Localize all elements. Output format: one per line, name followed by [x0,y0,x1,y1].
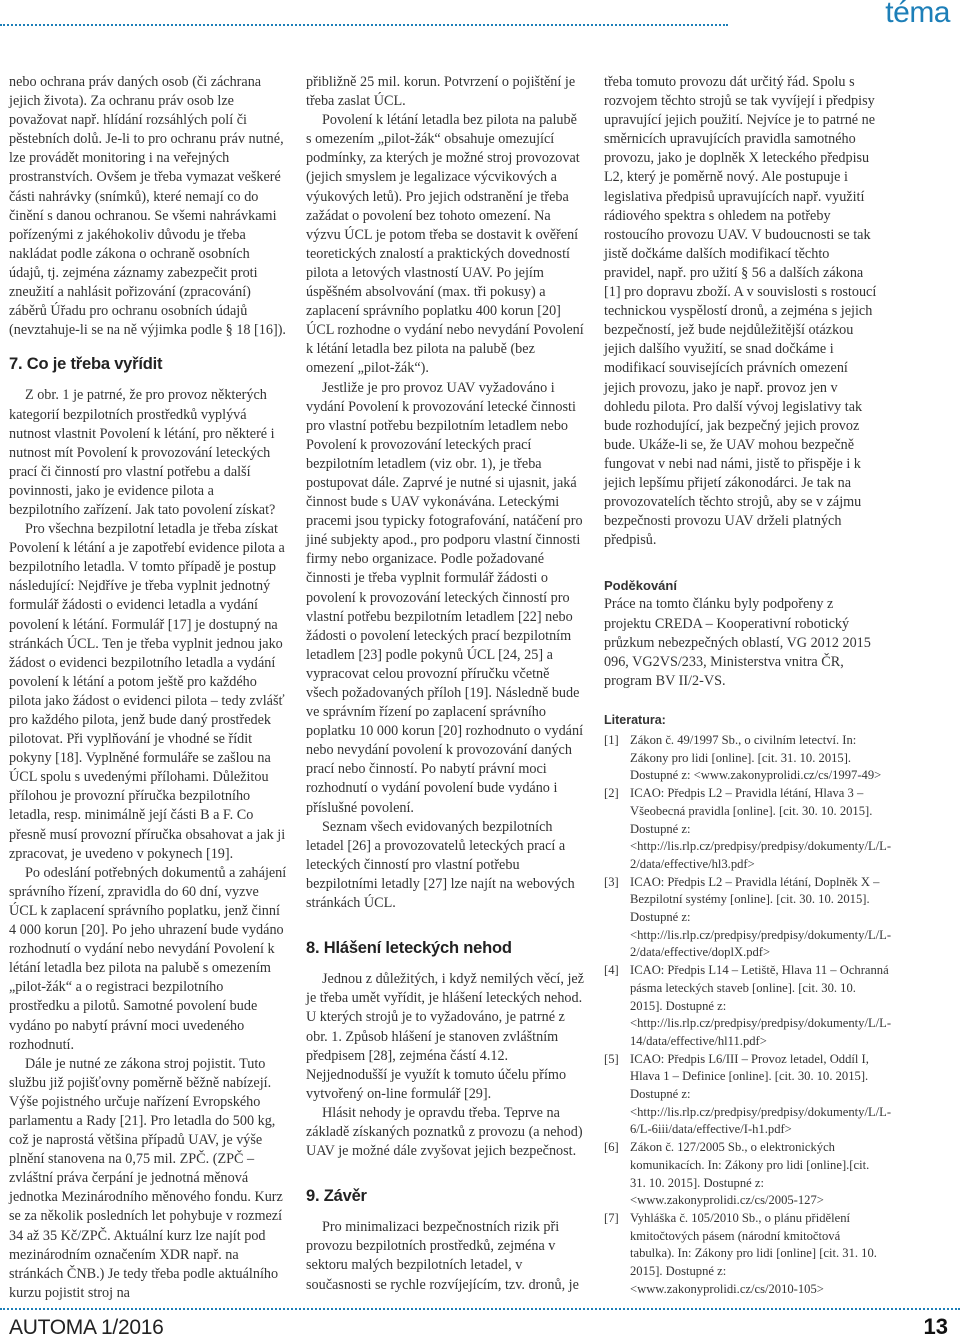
references-heading: Literatura: [604,712,666,727]
footer-rule [0,1308,960,1310]
paragraph: Hlásit nehody je opravdu třeba. Teprve na základě získaných poznatků z provozu (a nehod) UAV je možné dále zvyšovat jejich bezpečnost. [306,1104,583,1160]
paragraph: Povolení k létání letadla bez pilota na palubě s omezením „pilot-žák“ obsahuje omezující podmínky, za kterých je možné stroj provozovat (jejich smyslem je legalizace výcvikových a výukových letů). Pro jejich odstranění je třeba zažádat o povolení bez tohoto omezení. Na výzvu ÚCL je potom třeba se dostavit k ověření teoretických znalostí a praktických dovedností pilota a letových vlastností UAV. Po jejím úspěšném absolvování (max. tři pokusy) a zaplacení správního poplatku 400 korun [20] ÚCL rozhodne o vydání nebo nevydání Povolení k létání letadla bez pilota na palubě (bez omezení „pilot-žák“). [306,112,584,377]
section-heading-8: 8. Hlášení leteckých nehod [306,939,512,958]
paragraph: Jednou z důležitých, i když nemilých věcí, jež je třeba umět vyřídit, je hlášení leteckých nehod. U kterých strojů je to vyžadováno, je patrné z obr. 1. Způsob hlášení je stanoven zvláštním předpisem [28], zejména částí 4.12. Nejjednodušší je využít k tomuto účelu přímo vytvořený on-line formulář [29]. [306,971,584,1102]
header-rule [0,24,728,26]
paragraph: nebo ochrana práv daných osob (či záchrana jejich života). Za ochranu práv osob lze považovat např. hlídání rozsáhlých polí či pěstebních dolů. Je-li to pro ochranu práv nutné, lze provádět monitoring i na veřejných prostranstvích. Ovšem je třeba vymazat veškeré části nahrávky (snímků), které nemají co do činění s danou ochranou. Se všemi nahrávkami pořízenými z jakéhokoliv důvodu je třeba nakládat podle zákona o ochraně osobních údajů, tj. zejména záznamy zabezpečit proti zneužití a nahlásit pořizování (zpracování) záběrů Úřadu pro ochranu osobních údajů (nevztahuje-li se na ně výjimka podle § 18 [16]). [9,74,286,339]
paragraph: Z obr. 1 je patrné, že pro provoz některých kategorií bezpilotních prostředků vyplývá nutnost vlastnit Povolení k létání, pro některé i nutnost mít Povolení k provozování leteckých prací či činností pro vlastní potřebu a další povinnosti, jako je evidence pilota a bezpilotního zařízení. Jak tato povolení získat? [9,387,276,518]
reference-item: [6] Zákon č. 127/2005 Sb., o elektronických komunikacích. In: Zákony pro lidi [online].[cit. 31. 10. 2015]. Dostupné z: <www.zakonyprolidi.cz/cs/2005-127> [604,1140,870,1208]
reference-item: [2] ICAO: Předpis L2 – Pravidla létání, Hlava 3 – Všeobecná pravidla [online]. [cit. 30. 10. 2015]. Dostupné z: <http://lis.rlp.cz/predpisy/predpisy/dokumenty/L/L-2/data/effective/hl3.pdf> [604,786,892,871]
reference-list [604,732,892,1299]
reference-item: [3] ICAO: Předpis L2 – Pravidla létání, Doplněk X – Bezpilotní systémy [online]. [cit. 30. 10. 2015]. Dostupné z: <http://lis.rlp.cz/predpisy/predpisy/dokumenty/L/L-2/data/effective/doplX.pdf> [604,874,892,960]
paragraph: Pro minimalizaci bezpečnostních rizik při provozu bezpilotních prostředků, zejména v sektoru malých bezpilotních letadel, v současnosti se rychle rozvíjejícím, tzv. dronů, je [306,1219,579,1293]
paragraph: Pro všechna bezpilotní letadla je třeba získat Povolení k létání a je zapotřebí evidence pilota a bezpilotního letadla. V tomto případě je postup následující: Nejdříve je třeba vyplnit jednotný formulář žádosti o evidenci letadla a vydání povolení k létání. Formulář [17] je dostupný na stránkách ÚCL. Ten je třeba vyplnit jednou jako žádost o evidenci bezpilotního letadla a vydání povolení k létání a potom ještě pro každého pilota jako žádost o evidenci pilota – tedy zvlášť pro každého pilota, jenž bude daný prostředek pilotovat. Při vyplňování je vhodné se řídit pokyny [18]. Vyplněné formuláře se zašlou na ÚCL spolu s uvedenými přílohami. Důležitou přílohou je provozní příručka bezpilotního letadla, resp. minimálně její části B a F. Co přesně musí provozní příručka obsahovat a jak ji zpracovat, je uvedeno v pokynech [19]. [9,521,286,862]
reference-item: [1] Zákon č. 49/1997 Sb., o civilním letectví. In: Zákony pro lidi [online]. [cit. 31. 10. 2015]. Dostupné z: <www.zakonyprolidi.cz/cs/1997-49> [604,733,882,783]
column-1 [9,73,287,1303]
paragraph: Po odeslání potřebných dokumentů a zahájení správního řízení, zpravidla do 60 dní, vyzve ÚCL k zaplacení správního poplatku, jenž činní 4 000 korun [20]. Po jeho uhrazení bude vydáno rozhodnutí o vydání nebo nevydání Povolení k létání letadla bez pilota na palubě s omezením „pilot-žák“ a o registraci bezpilotního prostředku a pilotů. Samotné povolení bude vydáno po nabytí právní moci uvedeného rozhodnutí. [9,864,287,1053]
section-label: téma [885,0,950,29]
paragraph: přibližně 25 mil. korun. Potvrzení o pojištění je třeba zaslat ÚCL. [306,74,576,110]
paragraph: Seznam všech evidovaných bezpilotních letadel [26] a provozovatelů leteckých prací a leteckých činností pro vlastní potřebu bezpilotními letadly [27] lze najít na webových stránkách ÚCL. [306,818,575,912]
reference-item: [4] ICAO: Předpis L14 – Letiště, Hlava 11 – Ochranná pásma leteckých staveb [online]. [cit. 30. 10. 2015]. Dostupné z: <http://lis.rlp.cz/predpisy/predpisy/dokumenty/L/L-14/data/effective/hl11.pdf> [604,963,892,1048]
acknowledgement-heading: Poděkování [604,578,677,594]
acknowledgement-text: Práce na tomto článku byly podpořeny z projektu CREDA – Kooperativní robotický průzkum nebezpečných oblastí, VG 2012 2015 096, VG2VS/233, Ministerstva vnitra ČR, program BV II/2-VS. [604,596,871,689]
paragraph: třeba tomuto provozu dát určitý řád. Spolu s rozvojem těchto strojů se tak vyvíjejí i předpisy upravující jejich použití. Nejvíce je to patrné ne směrnicích upravujících pravidla samotného provozu, jako je doplněk X leteckého předpisu L2, který je poměrně nový. Ale postupuje i legislativa předpisů upravujících např. využití rádiového spektra s ohledem na potřeby rostoucího provozu UAV. V budoucnosti se tak jistě dočkáme dalších modifikací těchto pravidel, např. pro užití § 56 a dalších zákona [1] pro dopravu zboží. A v souvislosti s rostoucí technickou vyspělostí dronů, a zejména s jejich bezpečností, jež bude nejdůležitější otázkou jejich dalšího využití, se snad dočkáme i modifikací souvisejících právních omezení jejich provozu, jako je např. provoz jen v dohledu pilota. Pro další vývoj legislativy tak bude rozhodující, jak bezpečný jejich provoz bude. Ukáže-li se, že UAV mohou bezpečně fungovat v nebi nad námi, jistě to přispěje i k jejich lepšímu přijetí zákonodárci. Je tak na provozovatelích těchto strojů, aby se v zájmu bezpečnosti provozu UAV drželi platných předpisů. [604,74,877,549]
paragraph: Dále je nutné ze zákona stroj pojistit. Tuto službu již pojišťovny poměrně běžně nabízejí. Výše pojistného určuje nařízení Evropského parlamentu a Rady [21]. Pro letadla do 500 kg, což je naprostá většina případů UAV, je výše plnění stanovena na 0,75 mil. ZPČ. (ZPČ – zvláštní práva čerpání je jednotná měnová jednotka Mezinárodního měnového fondu. Kurz se za několik posledních let pohybuje v rozmezí 34 až 35 Kč/ZPČ. Aktuální kurz lze najít pod mezinárodním označením XDR např. na stránkách ČNB.) Je tedy třeba podle aktuálního kurzu pojistit stroj na [9,1055,283,1301]
page-footer [0,1304,960,1344]
section-heading-7: 7. Co je třeba vyřídit [9,355,163,374]
paragraph: Jestliže je pro provoz UAV vyžadováno i vydání Povolení k provozování letecké činnosti pro vlastní potřebu bezpilotním letadlem nebo Povolení k provozování leteckých prací bezpilotním letadlem (viz obr. 1), je třeba postupovat dále. Zaprvé je nutné si ujasnit, jaká činnost bude s UAV vykonávána. Leteckými pracemi jsou typicky fotografování, natáčení pro jiné subjekty apod., pro podporu vlastní činnosti firmy nebo organizace. Podle požadované činnosti je třeba vyplnit formulář žádosti o povolení k provozování leteckých činností pro vlastní potřebu bezpilotním letadlem [22] nebo žádosti o povolení leteckých prací bezpilotním letadlem [23] podle pokynů ÚCL [24, 25] a vypracovat celou provozní příručku včetně všech požadovaných příloh [19]. Následně bude ve správním řízení po zaplacení správního poplatku 10 000 korun [20] rozhodnuto o vydání nebo nevydání povolení k provozování daných prací nebo činností. Po nabytí právní moci rozhodnutí o vydání povolení bude vydáno i příslušné povolení. [306,379,584,816]
magazine-issue: AUTOMA 1/2016 [9,1316,164,1339]
reference-item: [7] Vyhláška č. 105/2010 Sb., o plánu přidělení kmitočtových pásem (národní kmitočtová tabulka). In: Zákony pro lidi [online] [cit. 31. 10. 2015]. Dostupné z: <www.zakonyprolidi.cz/cs/2010-105> [604,1210,877,1296]
column-2 [306,73,584,1295]
page-number: 13 [923,1314,948,1339]
section-heading-9: 9. Závěr [306,1187,367,1206]
reference-item: [5] ICAO: Předpis L6/III – Provoz letadel, Oddíl I, Hlava 1 – Definice [online]. [cit. 30. 10. 2015]. Dostupné z: <http://lis.rlp.cz/predpisy/predpisy/dokumenty/L/L-6/L-6iii/data/effective/I-h1.pdf> [604,1051,892,1137]
column-3 [604,73,892,1299]
